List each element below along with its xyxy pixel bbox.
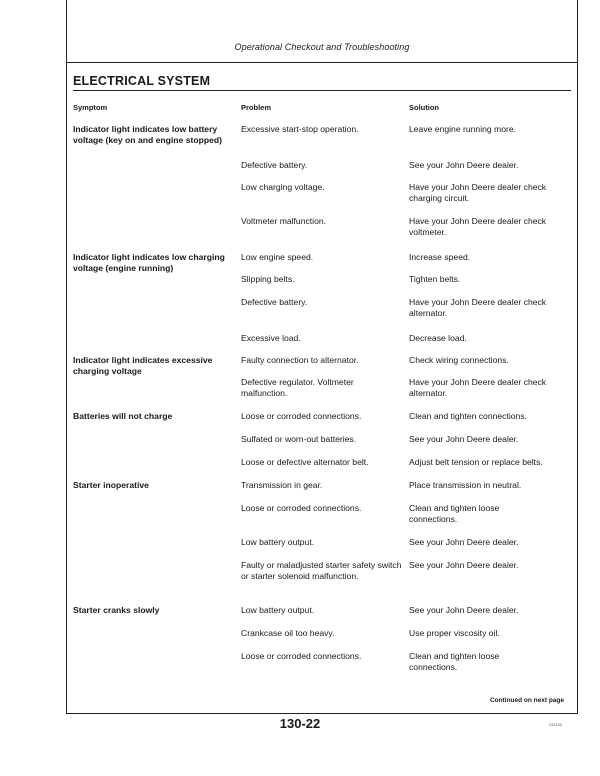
solution-text: See your John Deere dealer.: [409, 434, 519, 444]
symptom-text: Batteries will not charge: [73, 411, 173, 421]
page-number: 130-22: [279, 716, 321, 731]
problem-text: Transmission in gear.: [241, 480, 323, 490]
solution-text: Have your John Deere dealer check voltmeter.: [409, 216, 547, 237]
problem-text: Loose or corroded connections.: [241, 503, 362, 513]
problem-text: Low battery output.: [241, 605, 315, 615]
solution-text: Have your John Deere dealer check alternator.: [409, 377, 547, 398]
solution-text: Have your John Deere dealer check charging circuit.: [409, 182, 547, 203]
title-divider: [73, 90, 571, 91]
solution-text: Clean and tighten connections.: [409, 411, 528, 421]
solution-text: Decrease load.: [409, 333, 467, 343]
running-head: Operational Checkout and Troubleshooting: [234, 42, 410, 52]
problem-text: Slipping belts.: [241, 274, 295, 284]
problem-text: Faulty or maladjusted starter safety switch or starter solenoid malfunction.: [241, 560, 402, 581]
problem-text: Excessive start-stop operation.: [241, 124, 359, 134]
problem-text: Crankcase oil too heavy.: [241, 628, 335, 638]
solution-text: See your John Deere dealer.: [409, 160, 519, 170]
left-margin-rule: [66, 0, 67, 62]
document-code: 011193: [549, 722, 562, 727]
solution-text: See your John Deere dealer.: [409, 537, 519, 547]
right-margin-rule: [577, 0, 578, 62]
symptom-text: Starter inoperative: [73, 480, 149, 490]
solution-text: Adjust belt tension or replace belts.: [409, 457, 543, 467]
symptom-text: Indicator light indicates low battery voltage (key on and engine stopped): [73, 124, 222, 145]
problem-text: Low battery output.: [241, 537, 315, 547]
problem-text: Excessive load.: [241, 333, 301, 343]
problem-text: Loose or corroded connections.: [241, 411, 362, 421]
problem-text: Loose or defective alternator belt.: [241, 457, 369, 467]
problem-text: Defective battery.: [241, 160, 308, 170]
symptom-text: Indicator light indicates excessive charging voltage: [73, 355, 213, 376]
problem-text: Low engine speed.: [241, 252, 314, 262]
solution-text: Have your John Deere dealer check alternator.: [409, 297, 547, 318]
solution-text: Clean and tighten loose connections.: [409, 503, 500, 524]
solution-text: Increase speed.: [409, 252, 471, 262]
problem-text: Sulfated or worn-out batteries.: [241, 434, 357, 444]
solution-text: Check wiring connections.: [409, 355, 509, 365]
problem-text: Low charging voltage.: [241, 182, 325, 192]
column-header-problem: Problem: [241, 103, 272, 112]
continued-note: Continued on next page: [489, 697, 564, 704]
problem-text: Voltmeter malfunction.: [241, 216, 327, 226]
solution-text: See your John Deere dealer.: [409, 605, 519, 615]
solution-text: See your John Deere dealer.: [409, 560, 519, 570]
problem-text: Loose or corroded connections.: [241, 651, 362, 661]
solution-text: Use proper viscosity oil.: [409, 628, 500, 638]
section-title: ELECTRICAL SYSTEM: [73, 74, 211, 88]
symptom-text: Indicator light indicates low charging voltage (engine running): [73, 252, 225, 273]
symptom-text: Starter cranks slowly: [73, 605, 160, 615]
problem-text: Defective battery.: [241, 297, 308, 307]
solution-text: Clean and tighten loose connections.: [409, 651, 500, 672]
problem-text: Faulty connection to alternator.: [241, 355, 359, 365]
solution-text: Place transmission in neutral.: [409, 480, 522, 490]
column-header-symptom: Symptom: [73, 103, 108, 112]
solution-text: Leave engine running more.: [409, 124, 517, 134]
column-header-solution: Solution: [409, 103, 439, 112]
problem-text: Defective regulator. Voltmeter malfunction.: [241, 377, 354, 398]
solution-text: Tighten belts.: [409, 274, 461, 284]
